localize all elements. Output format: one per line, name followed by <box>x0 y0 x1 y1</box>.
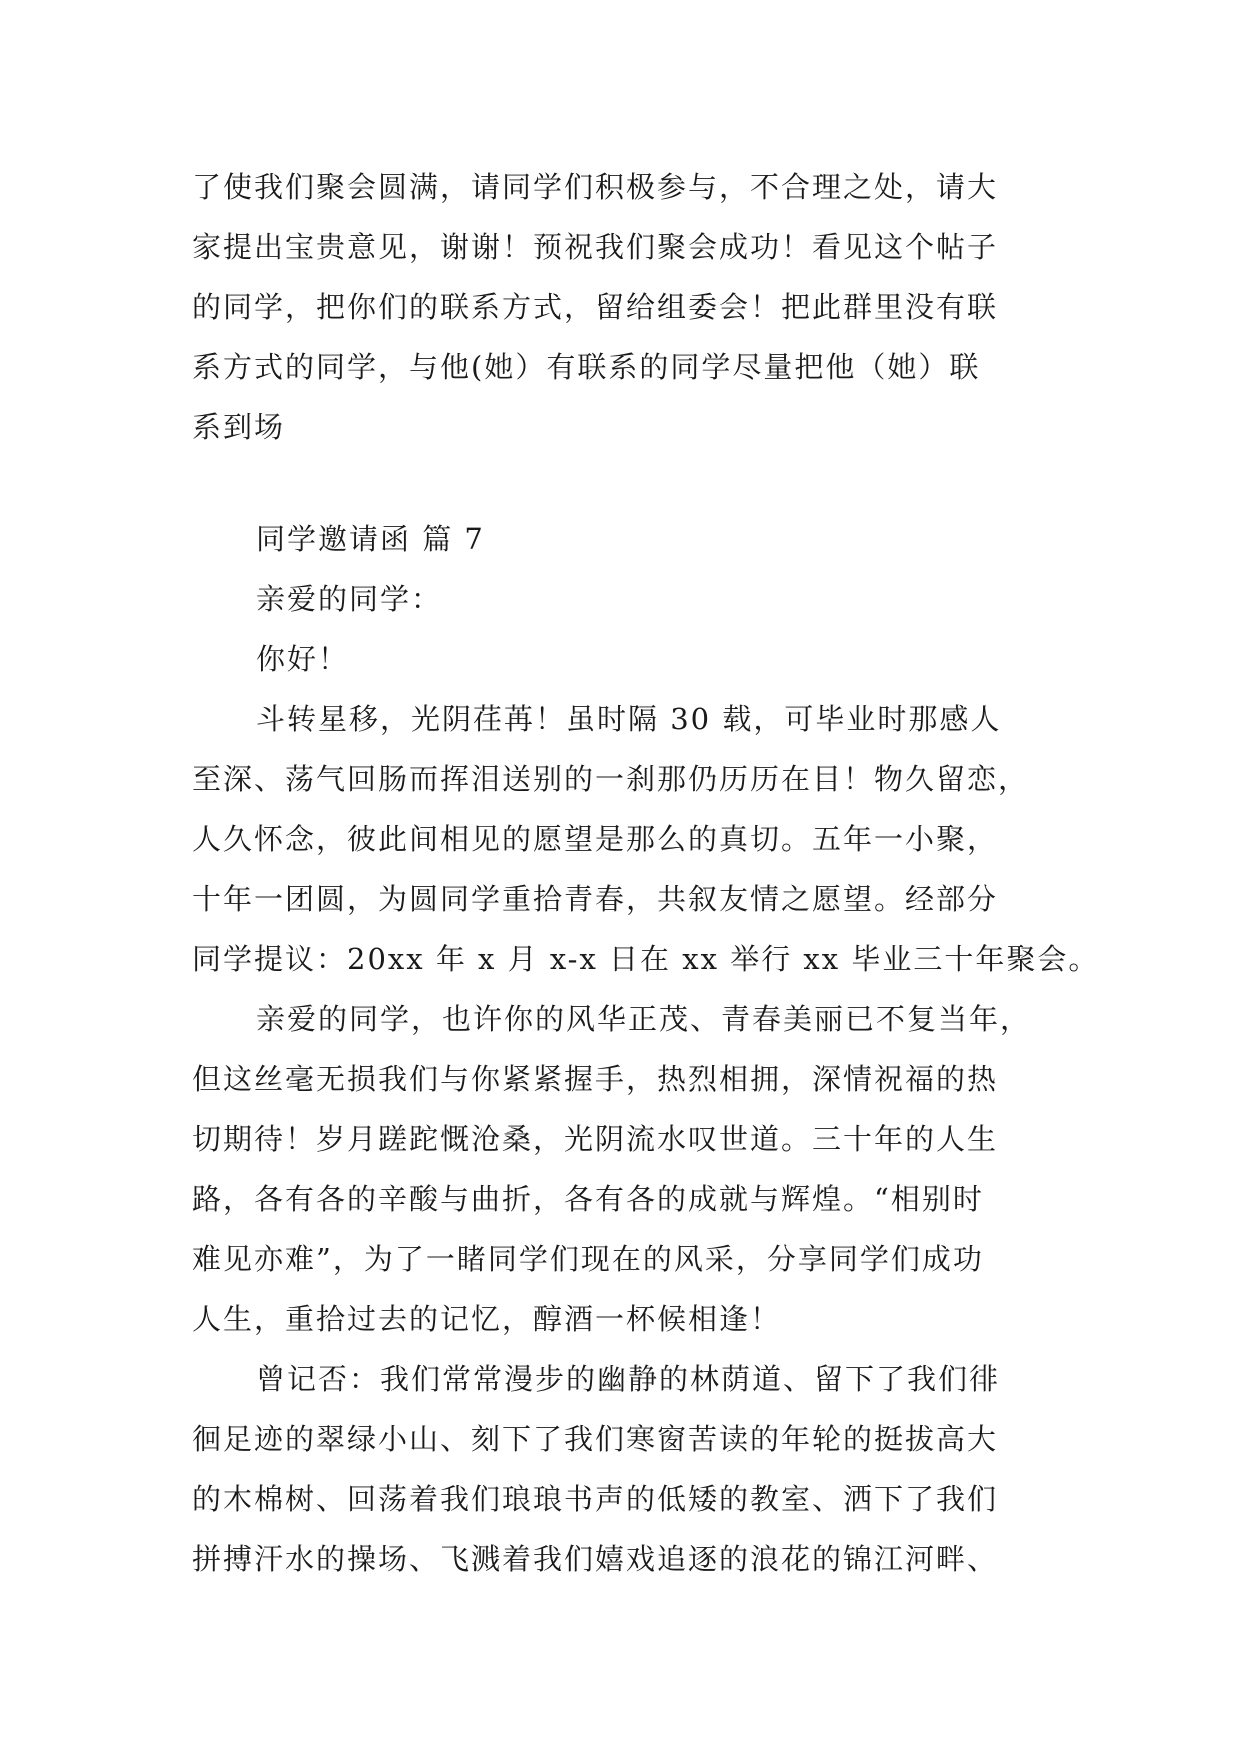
text-line: 人生，重拾过去的记忆，醇酒一杯候相逢！ <box>192 1302 782 1336</box>
continued-paragraph <box>192 157 1054 457</box>
text-line: 切期待！岁月蹉跎慨沧桑，光阴流水叹世道。三十年的人生 <box>192 1122 999 1156</box>
text-line: 的同学，把你们的联系方式，留给组委会！把此群里没有联 <box>192 290 999 324</box>
paragraph-2 <box>192 989 1054 1349</box>
text-line: 但这丝毫无损我们与你紧紧握手，热烈相拥，深情祝福的热 <box>192 1062 999 1096</box>
text-line: 路，各有各的辛酸与曲折，各有各的成就与辉煌。“相别时 <box>192 1182 984 1216</box>
text-line: 拼搏汗水的操场、飞溅着我们嬉戏追逐的浪花的锦江河畔、 <box>192 1542 999 1576</box>
paragraph-3 <box>192 1349 1054 1589</box>
text-line: 家提出宝贵意见，谢谢！预祝我们聚会成功！看见这个帖子 <box>192 230 999 264</box>
text-line: 十年一团圆，为圆同学重拾青春，共叙友情之愿望。经部分 <box>192 882 999 916</box>
text-line: 至深、荡气回肠而挥泪送别的一刹那仍历历在目！物久留恋， <box>192 762 1030 796</box>
text-line: 亲爱的同学，也许你的风华正茂、青春美丽已不复当年， <box>256 1002 1032 1036</box>
text-line: 系方式的同学，与他(她）有联系的同学尽量把他（她）联 <box>192 350 981 384</box>
text-line: 曾记否：我们常常漫步的幽静的林荫道、留下了我们徘 <box>256 1362 1001 1396</box>
section-title: 同学邀请函 篇 7 <box>256 522 485 556</box>
greeting: 你好！ <box>256 642 350 676</box>
text-line: 斗转星移，光阴荏苒！虽时隔 30 载，可毕业时那感人 <box>256 702 1002 736</box>
text-line: 难见亦难”，为了一睹同学们现在的风采，分享同学们成功 <box>192 1242 984 1276</box>
paragraph-1 <box>192 689 1100 989</box>
invitation-letter <box>192 509 1100 1589</box>
text-line: 徊足迹的翠绿小山、刻下了我们寒窗苦读的年轮的挺拔高大 <box>192 1422 999 1456</box>
salutation: 亲爱的同学： <box>256 582 443 616</box>
text-line: 同学提议：20xx 年 x 月 x-x 日在 xx 举行 xx 毕业三十年聚会。 <box>192 942 1100 976</box>
text-line: 系到场 <box>192 410 286 444</box>
text-line: 了使我们聚会圆满，请同学们积极参与，不合理之处，请大 <box>192 170 999 204</box>
text-line: 人久怀念，彼此间相见的愿望是那么的真切。五年一小聚， <box>192 822 999 856</box>
text-line: 的木棉树、回荡着我们琅琅书声的低矮的教室、洒下了我们 <box>192 1482 999 1516</box>
